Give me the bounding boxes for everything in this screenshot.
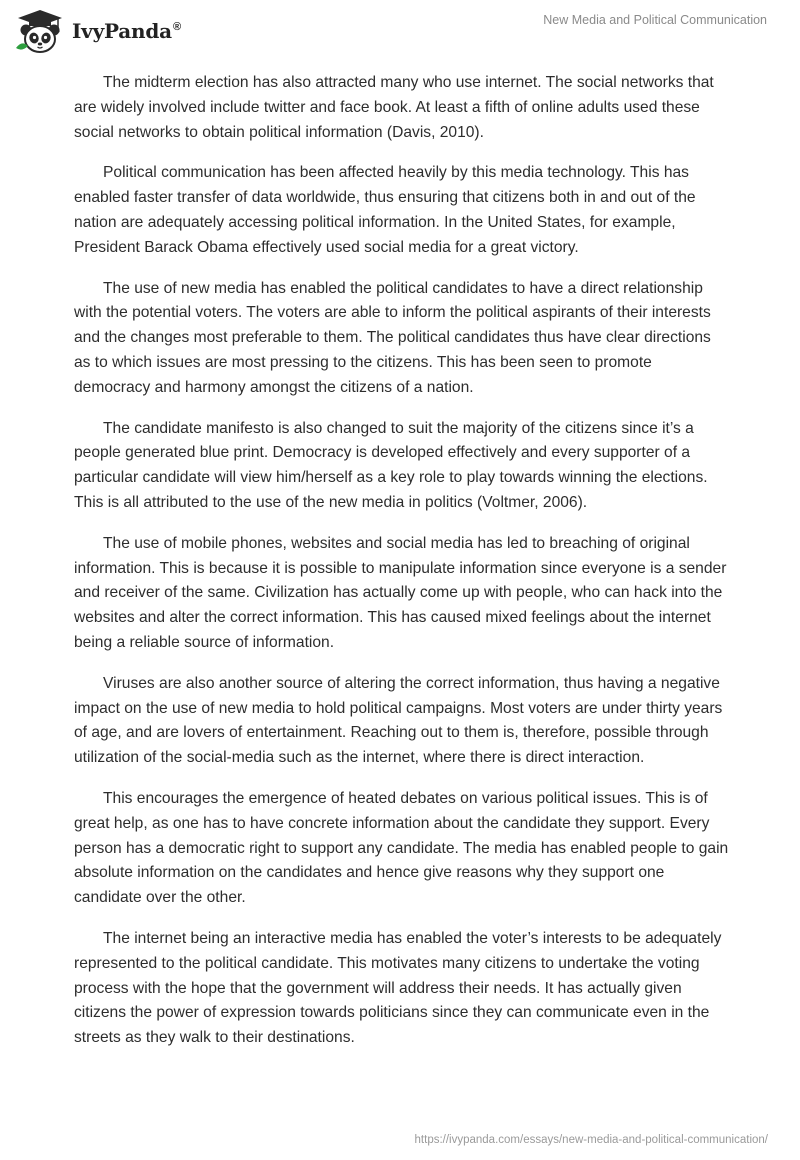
paragraph: Viruses are also another source of altering the correct information, thus having a negative impact on the use of new media to hold political campaigns. Most voters are under thirty years of age, and are lovers of entertainment. Reaching out to them is, therefore, possible through utilization of the social-media such as the internet, where there is direct interaction. — [74, 674, 723, 767]
document-title: New Media and Political Communication — [543, 13, 767, 27]
paragraph: The use of new media has enabled the political candidates to have a direct relationship with the potential voters. The voters are able to inform the political aspirants of their interests and the changes most preferable to them. The political candidates thus have clear directions as to which issues are most pressing to the citizens. This has been seen to promote democracy and harmony amongst the citizens of a nation. — [74, 279, 711, 396]
brand-name: IvyPanda® — [72, 19, 181, 43]
essay-body — [74, 71, 729, 1067]
registered-mark: ® — [172, 21, 181, 34]
paragraph: Political communication has been affected heavily by this media technology. This has enabled faster transfer of data worldwide, thus ensuring that citizens both in and out of the nation are adequately accessing political information. In the United States, for example, President Barack Obama effectively used social media for a great victory. — [74, 164, 696, 256]
brand-logo[interactable] — [14, 8, 181, 54]
paragraph: The internet being an interactive media has enabled the voter’s interests to be adequately represented to the political candidate. This motivates many citizens to undertake the voting process with the hope that the government will address their needs. It has actually given citizens the power of expression towards politicians since they can communicate even in the streets as they walk to their destinations. — [74, 929, 722, 1047]
panda-graduation-cap-logo-icon — [14, 8, 66, 54]
page-header — [0, 0, 800, 64]
source-url[interactable]: https://ivypanda.com/essays/new-media-and-political-communication/ — [414, 1134, 768, 1146]
paragraph: The candidate manifesto is also changed to suit the majority of the citizens since it’s a people generated blue print. Democracy is developed effectively and every supporter of a particular candidate will view him/herself as a key role to play towards winning the elections. This is all attributed to the use of the new media in politics (Voltmer, 2006). — [74, 419, 708, 511]
paragraph: This encourages the emergence of heated debates on various political issues. This is of great help, as one has to have concrete information about the candidate they support. Every person has a democratic right to support any candidate. The media has enabled people to gain absolute information on the candidates and hence give reasons why they support one candidate over the other. — [74, 789, 729, 907]
paragraph: The use of mobile phones, websites and social media has led to breaching of original information. This is because it is possible to manipulate information since everyone is a sender and receiver of the same. Civilization has actually come up with people, who can hack into the websites and alter the correct information. This has caused mixed feelings about the internet being a reliable source of information. — [74, 534, 727, 651]
paragraph: The midterm election has also attracted many who use internet. The social networks that are widely involved include twitter and face book. At least a fifth of online adults used these social networks to obtain political information (Davis, 2010). — [74, 74, 714, 141]
